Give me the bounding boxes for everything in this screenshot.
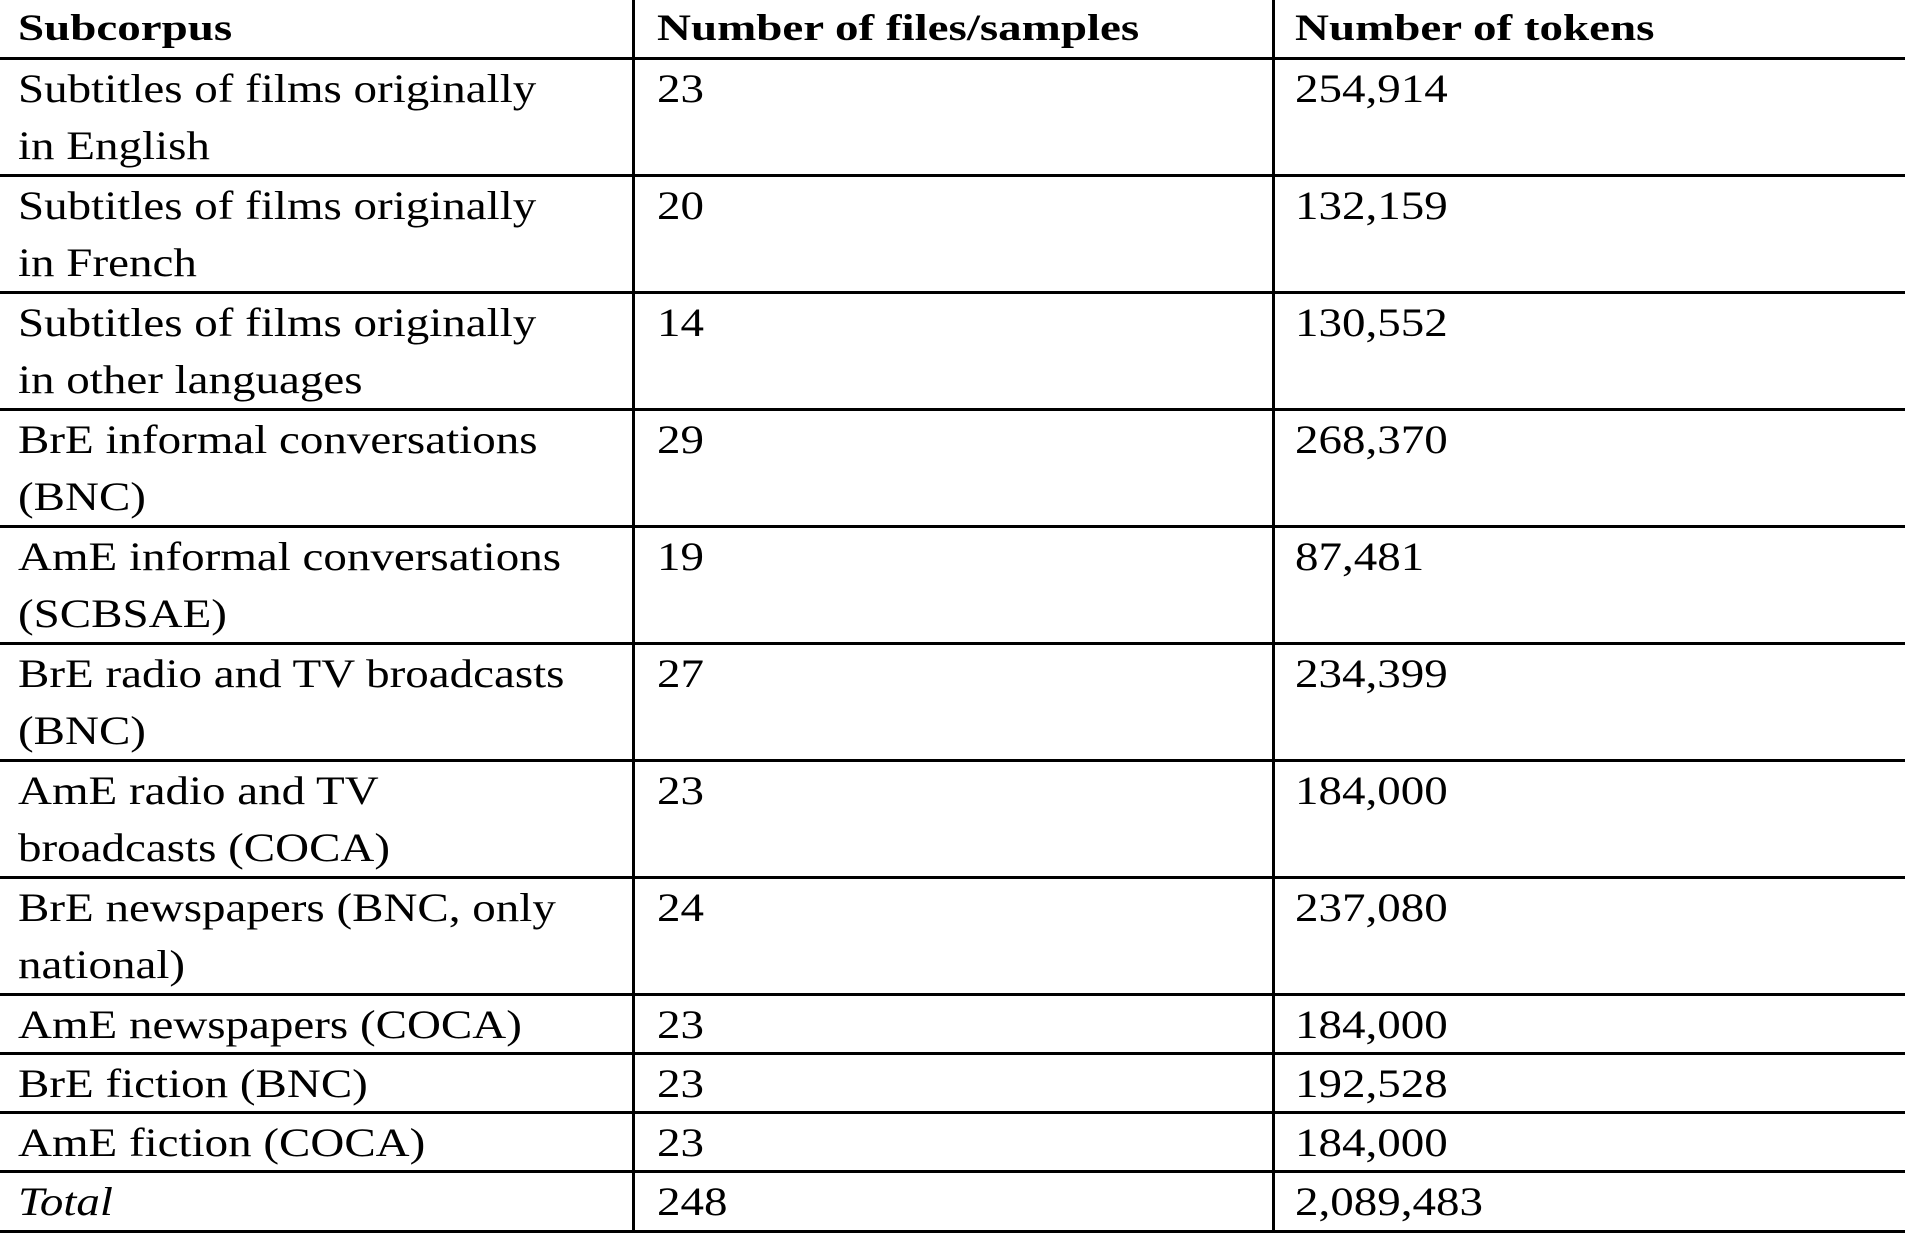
- subcorpus-line: BrE newspapers (BNC, only: [18, 885, 556, 931]
- tokens-cell: [1275, 879, 1905, 993]
- subcorpus-line: in other languages: [18, 357, 363, 403]
- header-tokens: [1275, 0, 1905, 57]
- subcorpus-line: Subtitles of films originally: [18, 300, 537, 346]
- subcorpus-line: (BNC): [18, 708, 146, 754]
- subcorpus-cell: [0, 411, 635, 525]
- total-row: [0, 1173, 1905, 1233]
- table-header-row: [0, 0, 1905, 60]
- table-row: [0, 996, 1905, 1055]
- subcorpus-cell: [0, 1114, 635, 1170]
- total-label-cell: [0, 1173, 635, 1230]
- files-value: 23: [657, 1061, 704, 1107]
- tokens-cell: [1275, 645, 1905, 759]
- files-value: 23: [657, 1002, 704, 1048]
- table-row: [0, 528, 1905, 645]
- tokens-cell: [1275, 1114, 1905, 1170]
- subcorpus-line: in French: [18, 240, 197, 286]
- total-label: Total: [18, 1179, 113, 1225]
- subcorpus-cell: [0, 879, 635, 993]
- subcorpus-line: (SCBSAE): [18, 591, 227, 637]
- table-row: [0, 294, 1905, 411]
- files-cell: [635, 294, 1275, 408]
- tokens-value: 184,000: [1295, 1002, 1448, 1048]
- header-files: [635, 0, 1275, 57]
- tokens-cell: [1275, 996, 1905, 1052]
- table-row: [0, 60, 1905, 177]
- subcorpus-cell: [0, 528, 635, 642]
- tokens-cell: [1275, 528, 1905, 642]
- subcorpus-line: (BNC): [18, 474, 146, 520]
- table-row: [0, 411, 1905, 528]
- tokens-value: 132,159: [1295, 183, 1448, 229]
- files-cell: [635, 60, 1275, 174]
- subcorpus-cell: [0, 60, 635, 174]
- subcorpus-line: BrE informal conversations: [18, 417, 538, 463]
- files-cell: [635, 996, 1275, 1052]
- header-label: Number of files/samples: [657, 7, 1140, 49]
- tokens-cell: [1275, 60, 1905, 174]
- table-row: [0, 1114, 1905, 1173]
- tokens-cell: [1275, 1055, 1905, 1111]
- subcorpus-line: in English: [18, 123, 210, 169]
- files-value: 19: [657, 534, 704, 580]
- tokens-cell: [1275, 294, 1905, 408]
- tokens-value: 234,399: [1295, 651, 1448, 697]
- tokens-value: 237,080: [1295, 885, 1448, 931]
- table-row: [0, 762, 1905, 879]
- files-value: 29: [657, 417, 704, 463]
- subcorpus-cell: [0, 762, 635, 876]
- header-label: Number of tokens: [1295, 7, 1655, 49]
- subcorpus-line: Subtitles of films originally: [18, 66, 537, 112]
- tokens-value: 130,552: [1295, 300, 1448, 346]
- subcorpus-cell: [0, 996, 635, 1052]
- files-cell: [635, 411, 1275, 525]
- files-value: 23: [657, 768, 704, 814]
- total-files-value: 248: [657, 1179, 728, 1225]
- table-row: [0, 879, 1905, 996]
- table-row: [0, 645, 1905, 762]
- subcorpus-line: AmE fiction (COCA): [18, 1120, 426, 1166]
- subcorpus-line: AmE radio and TV: [18, 768, 379, 814]
- total-tokens-value: 2,089,483: [1295, 1179, 1483, 1225]
- subcorpus-line: AmE newspapers (COCA): [18, 1002, 522, 1048]
- files-cell: [635, 528, 1275, 642]
- files-value: 20: [657, 183, 704, 229]
- subcorpus-line: broadcasts (COCA): [18, 825, 391, 871]
- files-cell: [635, 762, 1275, 876]
- header-subcorpus: [0, 0, 635, 57]
- files-value: 23: [657, 66, 704, 112]
- subcorpus-line: Subtitles of films originally: [18, 183, 537, 229]
- tokens-cell: [1275, 762, 1905, 876]
- subcorpus-cell: [0, 1055, 635, 1111]
- files-value: 27: [657, 651, 704, 697]
- table-row: [0, 1055, 1905, 1114]
- tokens-cell: [1275, 177, 1905, 291]
- tokens-value: 192,528: [1295, 1061, 1448, 1107]
- tokens-value: 268,370: [1295, 417, 1448, 463]
- tokens-value: 184,000: [1295, 1120, 1448, 1166]
- header-label: Subcorpus: [18, 7, 233, 49]
- subcorpus-line: AmE informal conversations: [18, 534, 561, 580]
- files-cell: [635, 879, 1275, 993]
- subcorpus-line: national): [18, 942, 186, 988]
- files-value: 14: [657, 300, 704, 346]
- total-files-cell: [635, 1173, 1275, 1230]
- subcorpus-cell: [0, 177, 635, 291]
- subcorpus-cell: [0, 294, 635, 408]
- files-value: 23: [657, 1120, 704, 1166]
- tokens-value: 254,914: [1295, 66, 1448, 112]
- subcorpus-line: BrE radio and TV broadcasts: [18, 651, 565, 697]
- subcorpus-line: BrE fiction (BNC): [18, 1061, 368, 1107]
- files-cell: [635, 645, 1275, 759]
- total-tokens-cell: [1275, 1173, 1905, 1230]
- files-value: 24: [657, 885, 704, 931]
- subcorpus-cell: [0, 645, 635, 759]
- table-row: [0, 177, 1905, 294]
- tokens-value: 87,481: [1295, 534, 1425, 580]
- tokens-cell: [1275, 411, 1905, 525]
- tokens-value: 184,000: [1295, 768, 1448, 814]
- files-cell: [635, 177, 1275, 291]
- files-cell: [635, 1114, 1275, 1170]
- files-cell: [635, 1055, 1275, 1111]
